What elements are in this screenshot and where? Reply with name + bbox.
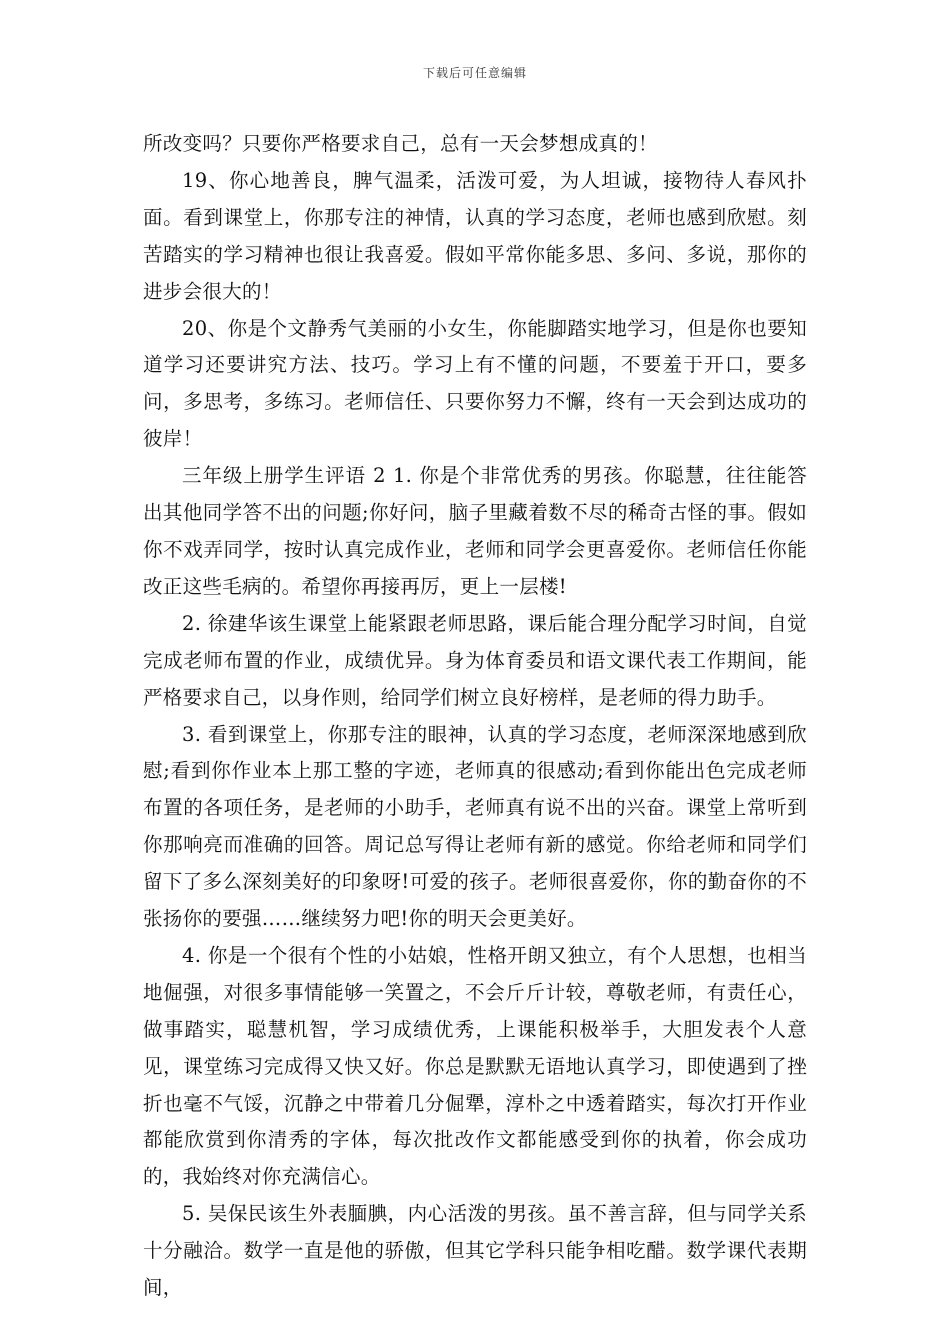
paragraph-section-heading-comment-1: 三年级上册学生评语 2 1. 你是个非常优秀的男孩。你聪慧，往往能答出其他同学答不出的问题;你好问，脑子里藏着数不尽的稀奇古怪的事。假如你不戏弄同学，按时认真完成作业，老师和同学会更喜爱你。老师信任你能改正这些毛病的。希望你再接再厉，更上一层楼! — [143, 464, 807, 598]
paragraph-comment-19: 19、你心地善良，脾气温柔，活泼可爱，为人坦诚，接物待人春风扑面。看到课堂上，你那专注的神情，认真的学习态度，老师也感到欣慰。刻苦踏实的学习精神也很让我喜爱。假如平常你能多思、多问、多说，那你的进步会很大的！ — [143, 168, 807, 303]
paragraph-comment-4: 4. 你是一个很有个性的小姑娘，性格开朗又独立，有个人思想，也相当地倔强，对很多事情能够一笑置之，不会斤斤计较，尊敬老师，有责任心，做事踏实，聪慧机智，学习成绩优秀，上课能积极举手，大胆发表个人意见，课堂练习完成得又快又好。你总是默默无语地认真学习，即使遇到了挫折也毫不气馁，沉静之中带着几分倔犟，淳朴之中透着踏实，每次打开作业都能欣赏到你清秀的字体，每次批改作文都能感受到你的执着，你会成功的，我始终对你充满信心。 — [143, 943, 807, 1189]
paragraph-comment-3: 3. 看到课堂上，你那专注的眼神，认真的学习态度，老师深深地感到欣慰;看到你作业本上那工整的字迹，老师真的很感动;看到你能出色完成老师布置的各项任务，是老师的小助手，老师真有说不出的兴奋。课堂上常听到你那响亮而准确的回答。周记总写得让老师有新的感觉。你给老师和同学们留下了多么深刻美好的印象呀!可爱的孩子。老师很喜爱你，你的勤奋你的不张扬你的要强……继续努力吧!你的明天会更美好。 — [143, 722, 807, 931]
paragraph-comment-20: 20、你是个文静秀气美丽的小女生，你能脚踏实地学习，但是你也要知道学习还要讲究方法、技巧。学习上有不懂的问题，不要羞于开口，要多问，多思考，多练习。老师信任、只要你努力不懈，终有一天会到达成功的彼岸！ — [143, 316, 807, 451]
page-header: 下载后可任意编辑 — [422, 66, 527, 80]
paragraph-comment-2: 2. 徐建华该生课堂上能紧跟老师思路，课后能合理分配学习时间，自觉完成老师布置的作业，成绩优异。身为体育委员和语文课代表工作期间，能严格要求自己，以身作则，给同学们树立良好榜样，是老师的得力助手。 — [143, 611, 807, 709]
paragraph-continuation: 所改变吗？只要你严格要求自己，总有一天会梦想成真的！ — [143, 132, 658, 155]
paragraph-comment-5: 5. 吴保民该生外表腼腆，内心活泼的男孩。虽不善言辞，但与同学关系十分融洽。数学一直是他的骄傲，但其它学科只能争相吃醋。数学课代表期间， — [143, 1202, 807, 1300]
document-body — [143, 126, 807, 1307]
